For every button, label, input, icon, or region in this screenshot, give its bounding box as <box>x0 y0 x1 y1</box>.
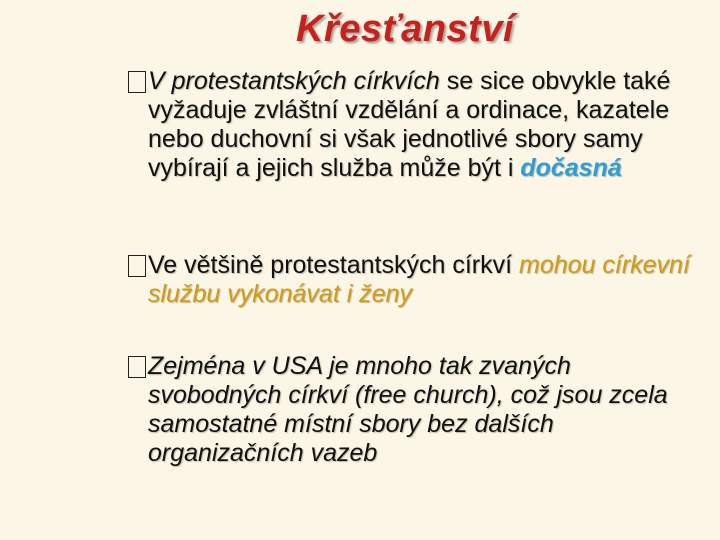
bullet-2-text <box>128 251 708 309</box>
bullet-2 <box>128 251 708 309</box>
bullet-1-text <box>128 67 708 183</box>
bullet-marker-icon <box>128 356 146 378</box>
bullet-1-part3: dočasná <box>520 154 622 182</box>
bullet-1-part2: se sice obvykle také vyžaduje zvláštní vzdělání a ordinace, kazatele nebo duchovní si však jednotlivé sbory samy vybírají a jejich služba může být i <box>148 67 671 182</box>
bullet-3-text: Zejména v USA je mnoho tak zvaných svobodných církví (free church), což jsou zcela samostatné místní sbory bez dalších organizačních vazeb <box>148 352 668 467</box>
bullet-marker-icon <box>128 255 146 277</box>
bullet-marker-icon <box>128 71 146 93</box>
bullet-2-part1: Ve většině protestantských církví <box>148 251 519 279</box>
bullet-1 <box>128 67 708 183</box>
slide-title: Křesťanství <box>295 8 515 50</box>
bullet-1-part1: V protestantských církvích <box>148 67 440 95</box>
bullet-3 <box>128 352 708 468</box>
bullet-2-part2: mohou církevní službu vykonávat i ženy <box>148 251 690 308</box>
